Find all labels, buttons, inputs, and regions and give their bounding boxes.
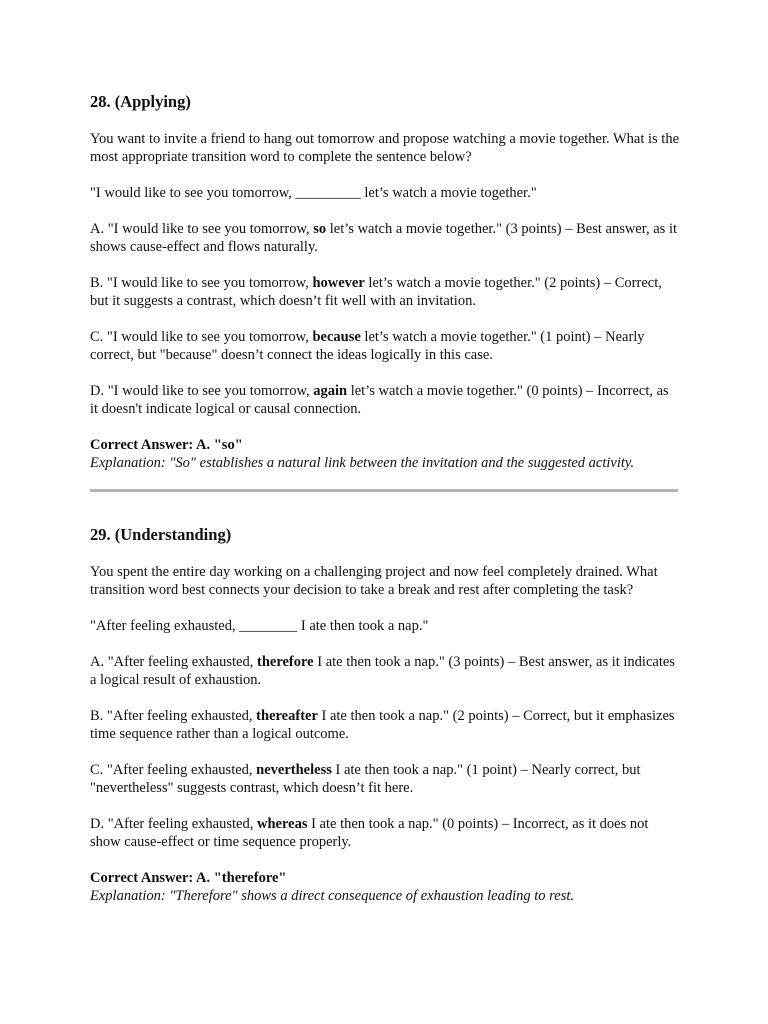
option-text-post: let’s watch a movie together." (1 point) – Nearly correct, but "because" doesn’t connect the ideas logically in this case. bbox=[90, 329, 645, 363]
option-c bbox=[90, 761, 680, 797]
question-sentence: "After feeling exhausted, ________ I ate then took a nap." bbox=[90, 618, 429, 634]
option-word: again bbox=[313, 383, 348, 399]
option-a bbox=[90, 220, 680, 256]
option-b bbox=[90, 707, 680, 743]
option-d bbox=[90, 382, 680, 418]
option-text-pre: A. "After feeling exhausted, bbox=[90, 654, 257, 670]
option-text-pre: C. "I would like to see you tomorrow, bbox=[90, 329, 313, 345]
question-28 bbox=[90, 92, 680, 472]
option-text-pre: B. "I would like to see you tomorrow, bbox=[90, 275, 313, 291]
option-word: thereafter bbox=[256, 708, 318, 724]
option-b bbox=[90, 274, 680, 310]
option-word: whereas bbox=[256, 816, 308, 832]
section-divider bbox=[90, 489, 678, 492]
question-29 bbox=[90, 525, 680, 905]
explanation: Explanation: "So" establishes a natural link between the invitation and the suggested activity. bbox=[90, 455, 635, 471]
question-title: 28. (Applying) bbox=[90, 92, 191, 111]
question-sentence: "I would like to see you tomorrow, _________ let’s watch a movie together." bbox=[90, 185, 537, 201]
option-word: therefore bbox=[256, 654, 314, 670]
option-text-post: I ate then took a nap." (2 points) – Correct, but it emphasizes time sequence rather than a logical outcome. bbox=[90, 708, 675, 742]
option-word: because bbox=[312, 329, 361, 345]
option-text-post: I ate then took a nap." (0 points) – Incorrect, as it does not show cause-effect or time sequence properly. bbox=[90, 816, 649, 850]
option-word: so bbox=[313, 221, 327, 237]
option-text-pre: B. "After feeling exhausted, bbox=[90, 708, 257, 724]
option-text-post: I ate then took a nap." (1 point) – Nearly correct, but "nevertheless" suggests contrast, which doesn’t fit here. bbox=[90, 762, 641, 796]
option-c bbox=[90, 328, 680, 364]
correct-answer: Correct Answer: A. "therefore" bbox=[90, 870, 287, 886]
option-text-post: let’s watch a movie together." (2 points) – Correct, but it suggests a contrast, which doesn’t fit well with an invitation. bbox=[90, 275, 662, 309]
question-prompt: You want to invite a friend to hang out tomorrow and propose watching a movie together. What is the most appropriate transition word to complete the sentence below? bbox=[90, 131, 680, 165]
option-text-pre: C. "After feeling exhausted, bbox=[90, 762, 257, 778]
correct-answer: Correct Answer: A. "so" bbox=[90, 437, 243, 453]
option-d bbox=[90, 815, 680, 851]
option-word: nevertheless bbox=[256, 762, 332, 778]
option-text-pre: A. "I would like to see you tomorrow, bbox=[90, 221, 314, 237]
option-word: however bbox=[312, 275, 365, 291]
option-text-post: let’s watch a movie together." (0 points) – Incorrect, as it doesn't indicate logical or causal connection. bbox=[90, 383, 669, 417]
option-text-post: I ate then took a nap." (3 points) – Best answer, as it indicates a logical result of exhaustion. bbox=[90, 654, 675, 688]
option-text-pre: D. "I would like to see you tomorrow, bbox=[90, 383, 314, 399]
option-text-post: let’s watch a movie together." (3 points) – Best answer, as it shows cause-effect and flows naturally. bbox=[90, 221, 678, 255]
option-a bbox=[90, 653, 680, 689]
question-title: 29. (Understanding) bbox=[90, 525, 232, 544]
answer-block bbox=[90, 436, 680, 472]
answer-block bbox=[90, 869, 680, 905]
option-text-pre: D. "After feeling exhausted, bbox=[90, 816, 257, 832]
question-prompt: You spent the entire day working on a challenging project and now feel completely drained. What transition word best connects your decision to take a break and rest after completing the task? bbox=[90, 564, 658, 598]
explanation: Explanation: "Therefore" shows a direct consequence of exhaustion leading to rest. bbox=[90, 888, 575, 904]
